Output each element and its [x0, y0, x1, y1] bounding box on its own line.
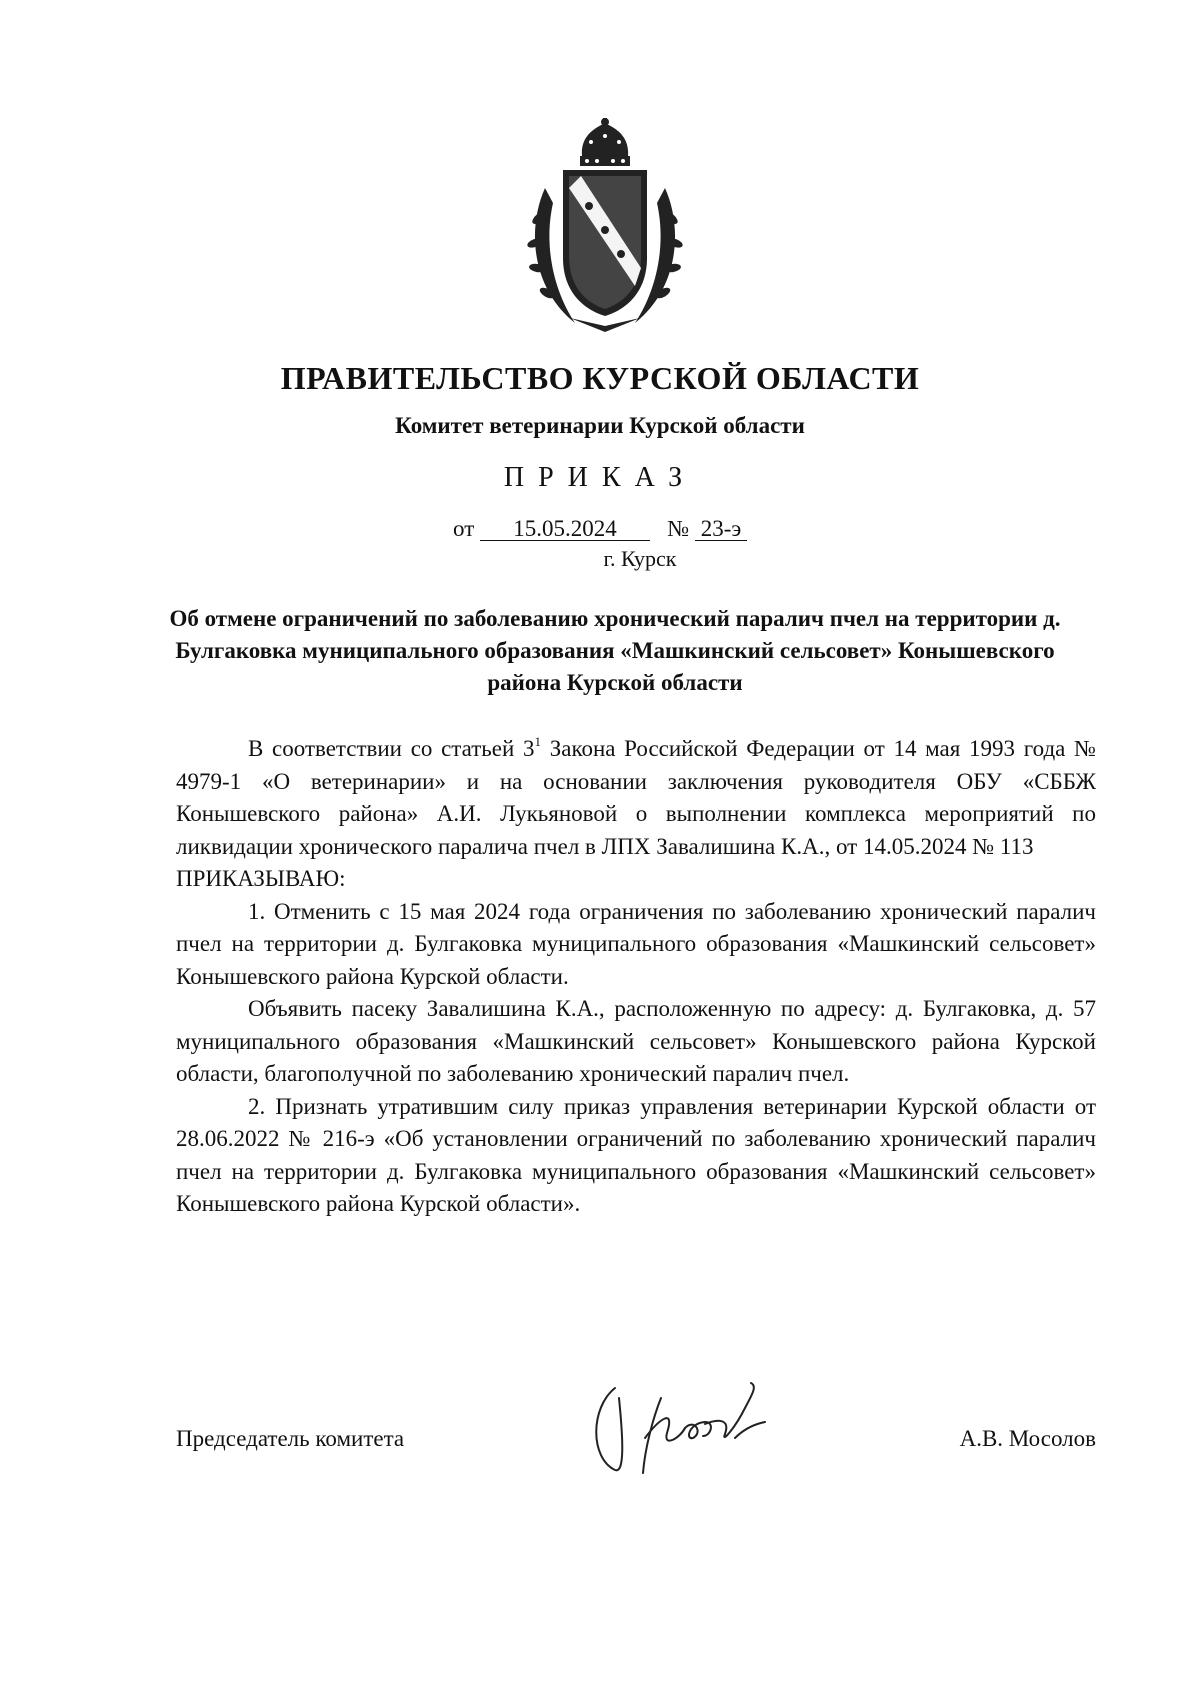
command: ПРИКАЗЫВАЮ:	[176, 866, 346, 891]
order-number: 23-э	[695, 518, 747, 541]
number-prefix: №	[667, 516, 690, 541]
signatory-name: А.В. Мосолов	[959, 1426, 1096, 1451]
article-superscript: 1	[534, 734, 542, 749]
order-body	[176, 733, 1096, 1221]
item-1: 1. Отменить с 15 мая 2024 года ограничения по заболеванию хронический паралич пчел на территории д. Булгаковка муниципального образования «Машкинский сельсовет» Конышевского района Курской области.	[176, 898, 1096, 989]
government-heading: ПРАВИТЕЛЬСТВО КУРСКОЙ ОБЛАСТИ	[280, 360, 920, 396]
order-date: 15.05.2024	[480, 518, 650, 541]
committee-name: Комитет ветеринарии Курской области	[395, 413, 805, 438]
date-prefix: от	[453, 516, 475, 541]
date-number-line	[0, 516, 1200, 542]
signatory-position: Председатель комитета	[176, 1426, 405, 1451]
preamble-part-b: Закона Российской Федерации от 14 мая 1993 года № 4979-1 «О ветеринарии» и на основании заключения руководителя ОБУ «СББЖ Конышевского района» А.И. Лукьяновой о выполнении комплекса мероприятий по ликвидации хронического паралича пчел в ЛПХ Завалишина К.А., от 14.05.2024 № 113	[176, 736, 1096, 859]
preamble-part-a: В соответствии со статьей 3	[248, 736, 535, 761]
item-1-declaration: Объявить пасеку Завалишина К.А., расположенную по адресу: д. Булгаковка, д. 57 муниципального образования «Машкинский сельсовет» Конышевского района Курской области, благополучной по заболеванию хронический паралич пчел.	[176, 996, 1096, 1086]
document-type: ПРИКАЗ	[503, 462, 697, 493]
preamble	[176, 733, 1096, 863]
item-2: 2. Признать утратившим силу приказ управления ветеринарии Курской области от 28.06.2022 № 216-э «Об установлении ограничений по заболеванию хронический паралич пчел на территории д. Булгаковка муниципального образования «Машкинский сельсовет» Конышевского района Курской области».	[176, 1093, 1096, 1216]
order-title: Об отмене ограничений по заболеванию хронический паралич пчел на территории д. Булгаковка муниципального образования «Машкинский сельсовет» Конышевского района Курской области	[169, 606, 1061, 695]
city: г. Курск	[603, 546, 677, 571]
coat-of-arms-emblem	[525, 118, 685, 338]
handwritten-signature	[585, 1378, 795, 1483]
